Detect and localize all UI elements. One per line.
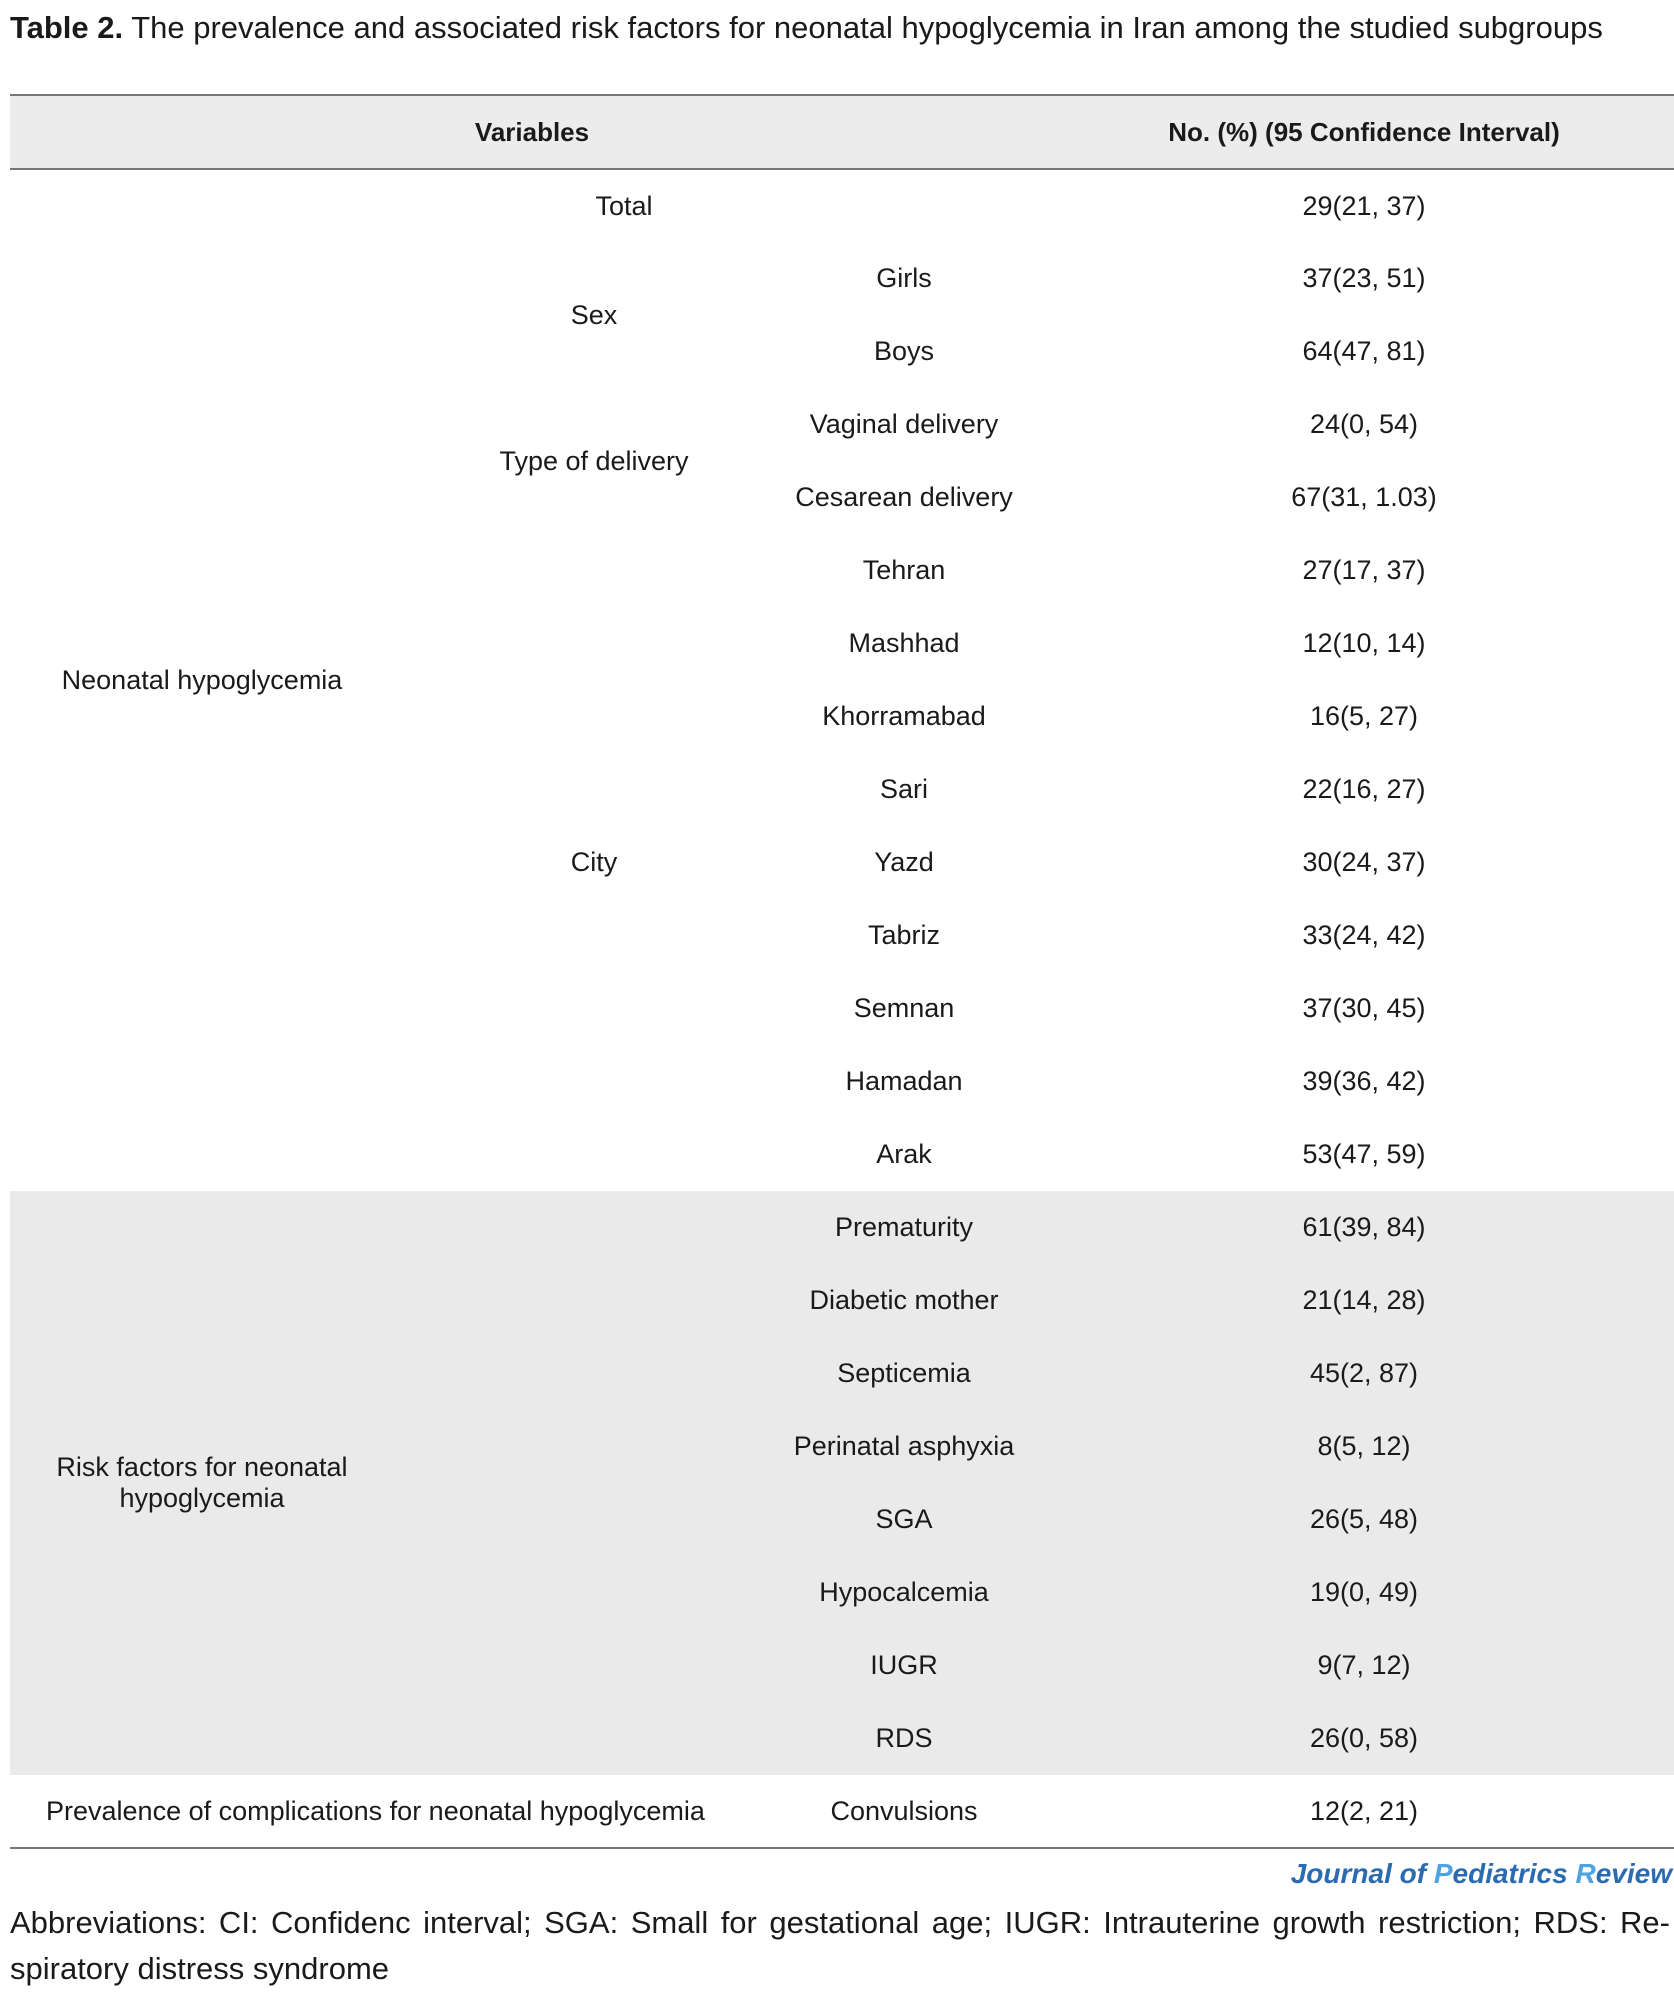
row-value: 19(0, 49)	[1054, 1556, 1674, 1629]
row-value: 45(2, 87)	[1054, 1337, 1674, 1410]
row-value: 39(36, 42)	[1302, 1066, 1426, 1096]
row-label: Hypocalcemia	[754, 1556, 1054, 1629]
row-label: Khorramabad	[822, 701, 986, 731]
table-title: The prevalence and associated risk factors for neonatal hypoglycemia in Iran among the studied subgroups	[123, 10, 1603, 45]
abbreviations-note: Abbreviations: CI: Confidenc interval; SGA: Small for gestational age; IUGR: Intrauterine growth restriction; RDS: Re-spiratory distress syndrome	[10, 1905, 1670, 1986]
table-row	[10, 169, 1674, 242]
subgroup-city: City	[570, 847, 618, 877]
subgroup-sex: Sex	[570, 299, 618, 330]
row-value: 67(31, 1.03)	[1291, 482, 1437, 512]
row-label: Tabriz	[867, 920, 941, 950]
table-label: Table 2.	[10, 10, 124, 45]
row-value: 12(10, 14)	[1302, 628, 1426, 658]
row-value: 29(21, 37)	[1302, 190, 1426, 221]
row-value: 64(47, 81)	[1302, 336, 1426, 366]
row-label: Hamadan	[845, 1066, 963, 1096]
row-label: Convulsions	[754, 1775, 1054, 1848]
row-value: 12(2, 21)	[1054, 1775, 1674, 1848]
row-label: Cesarean delivery	[795, 482, 1013, 512]
row-value: 53(47, 59)	[1302, 1139, 1426, 1169]
row-value: 26(0, 58)	[1054, 1702, 1674, 1775]
row-value: 61(39, 84)	[1054, 1191, 1674, 1264]
row-label: Sari	[880, 774, 929, 804]
header-value: No. (%) (95 Confidence Interval)	[1054, 95, 1674, 169]
row-value: 9(7, 12)	[1054, 1629, 1674, 1702]
row-label: Arak	[876, 1139, 932, 1169]
row-label: IUGR	[754, 1629, 1054, 1702]
row-label: Girls	[876, 263, 932, 293]
table-caption	[10, 6, 1670, 50]
row-label: Septicemia	[754, 1337, 1054, 1410]
table-row	[10, 1191, 1674, 1264]
table-header-row	[10, 95, 1674, 169]
row-label: Prematurity	[754, 1191, 1054, 1264]
row-value: 21(14, 28)	[1054, 1264, 1674, 1337]
row-label: Yazd	[874, 847, 934, 877]
row-label: Diabetic mother	[754, 1264, 1054, 1337]
row-value: 27(17, 37)	[1302, 555, 1426, 585]
row-label: SGA	[754, 1483, 1054, 1556]
journal-logo: Journal of Pediatrics Review	[1290, 1858, 1672, 1889]
row-label: Vaginal delivery	[809, 409, 999, 439]
row-value: 30(24, 37)	[1302, 847, 1426, 877]
row-value: 37(23, 51)	[1302, 263, 1426, 293]
row-value: 37(30, 45)	[1302, 993, 1426, 1023]
prevalence-table	[10, 94, 1674, 1849]
row-value: 22(16, 27)	[1302, 774, 1426, 804]
group-complications: Prevalence of complications for neonatal hypoglycemia	[10, 1775, 754, 1848]
row-value: 33(24, 42)	[1302, 920, 1426, 950]
subgroup-delivery: Type of delivery	[499, 445, 689, 476]
row-label: RDS	[754, 1702, 1054, 1775]
row-label: Tehran	[862, 555, 946, 585]
row-value: 24(0, 54)	[1309, 409, 1419, 439]
header-variables: Variables	[10, 95, 1054, 169]
group-neonatal-hypoglycemia: Neonatal hypoglycemia	[61, 665, 343, 695]
group-risk-factors: Risk factors for neonatal hypoglycemia	[10, 1191, 754, 1775]
table-row	[10, 1775, 1674, 1848]
row-label: Mashhad	[848, 628, 960, 658]
row-label: Total	[595, 190, 653, 221]
row-value: 16(5, 27)	[1309, 701, 1419, 731]
row-label: Perinatal asphyxia	[754, 1410, 1054, 1483]
row-label: Boys	[873, 336, 935, 366]
row-value: 26(5, 48)	[1054, 1483, 1674, 1556]
row-value: 8(5, 12)	[1054, 1410, 1674, 1483]
row-label: Semnan	[853, 993, 955, 1023]
